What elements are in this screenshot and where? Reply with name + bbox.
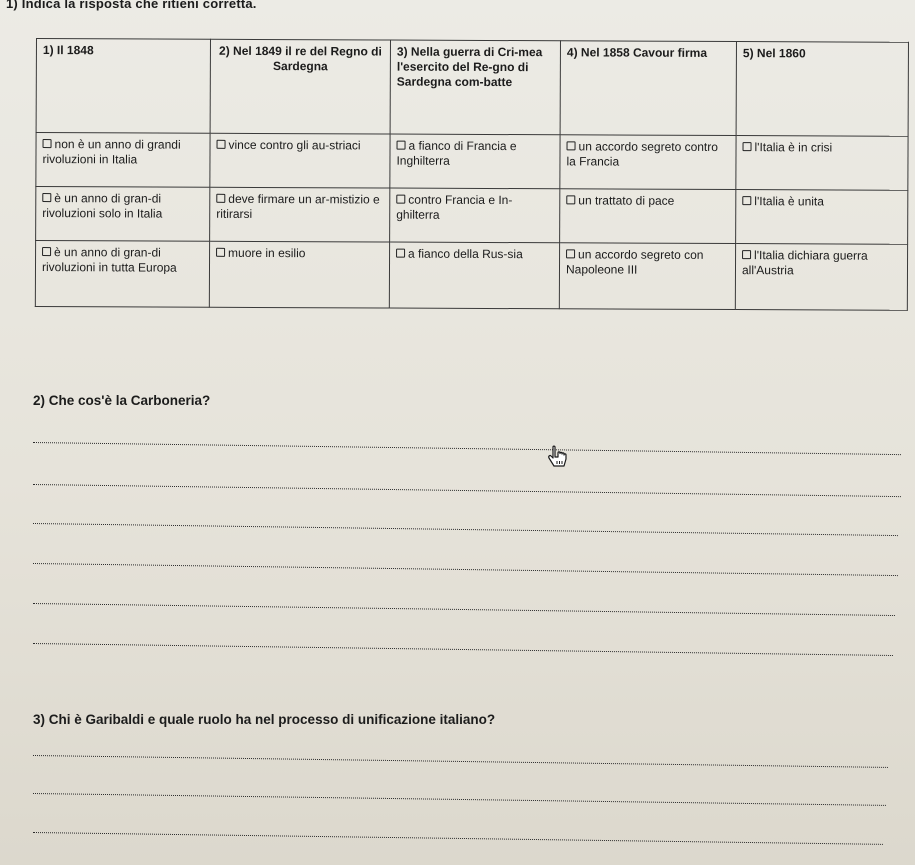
table-row [36, 187, 908, 245]
option-text: a fianco di Francia e Inghilterra [396, 138, 517, 168]
checkbox[interactable] [567, 141, 576, 150]
checkbox[interactable] [742, 196, 751, 205]
hand-pointer-icon [545, 445, 571, 471]
checkbox[interactable] [396, 249, 405, 258]
option-cell [390, 134, 560, 189]
option-text: l'Italia dichiara guerra all'Austria [741, 248, 868, 278]
option-text: muore in esilio [228, 245, 306, 261]
header-cell: 5) Nel 1860 [736, 42, 908, 137]
table-row [35, 241, 907, 311]
answer-line[interactable] [33, 484, 901, 497]
checkbox[interactable] [396, 195, 405, 204]
option-cell [390, 188, 560, 243]
checkbox[interactable] [216, 248, 225, 257]
option-text: un accordo segreto con Napoleone III [565, 247, 704, 277]
table-header-row [36, 39, 908, 137]
header-cell: 1) Il 1848 [36, 39, 210, 134]
answer-line[interactable] [33, 523, 898, 536]
answer-line[interactable] [33, 603, 895, 616]
checkbox[interactable] [42, 193, 51, 202]
checkbox[interactable] [566, 249, 575, 258]
option-cell [210, 133, 390, 188]
option-text: contro Francia e In-ghilterra [396, 192, 513, 222]
option-cell [389, 242, 559, 309]
answer-line[interactable] [33, 755, 888, 768]
header-cell: 4) Nel 1858 Cavour firma [560, 41, 736, 136]
option-cell [560, 189, 736, 244]
answer-line[interactable] [33, 832, 883, 845]
answer-line[interactable] [33, 643, 893, 656]
checkbox[interactable] [217, 140, 226, 149]
checkbox[interactable] [43, 139, 52, 148]
checkbox[interactable] [566, 195, 575, 204]
option-text: l'Italia è unita [754, 194, 824, 209]
option-cell [36, 187, 210, 242]
answer-line[interactable] [33, 793, 886, 806]
checkbox[interactable] [42, 247, 51, 256]
instruction-text: 1) Indica la risposta che ritieni corretta. [6, 0, 257, 11]
header-cell: 2) Nel 1849 il re del Regno di Sardegna [210, 39, 390, 134]
checkbox[interactable] [397, 141, 406, 150]
option-text: deve firmare un ar-mistizio e ritirarsi [216, 191, 380, 221]
option-cell [559, 243, 735, 310]
option-cell [736, 136, 908, 191]
option-text: un accordo segreto contro la Francia [566, 139, 718, 169]
option-cell [210, 187, 390, 242]
question-3: 3) Chi è Garibaldi e quale ruolo ha nel processo di unificazione italiano? [33, 712, 496, 727]
question-2: 2) Che cos'è la Carboneria? [33, 393, 211, 408]
table-row [36, 133, 908, 191]
answer-line[interactable] [33, 442, 901, 455]
answer-line[interactable] [33, 563, 898, 576]
option-cell [209, 241, 389, 308]
option-text: non è un anno di grandi rivoluzioni in Italia [42, 137, 181, 167]
option-cell [560, 135, 736, 190]
checkbox[interactable] [742, 250, 751, 259]
quiz-table [35, 38, 909, 311]
option-text: a fianco della Rus-sia [408, 246, 523, 262]
option-text: vince contro gli au-striaci [228, 137, 361, 153]
option-cell [36, 133, 210, 188]
checkbox[interactable] [743, 142, 752, 151]
option-cell [736, 190, 908, 245]
option-text: è un anno di gran-di rivoluzioni solo in Italia [42, 191, 163, 221]
option-cell [735, 244, 907, 311]
option-text: è un anno di gran-di rivoluzioni in tutta Europa [41, 245, 177, 275]
option-text: l'Italia è in crisi [754, 140, 833, 155]
header-cell: 3) Nella guerra di Cri-mea l'esercito del Re-gno di Sardegna com-batte [390, 40, 560, 135]
option-cell [35, 241, 209, 308]
option-text: un trattato di pace [578, 193, 675, 208]
checkbox[interactable] [216, 194, 225, 203]
